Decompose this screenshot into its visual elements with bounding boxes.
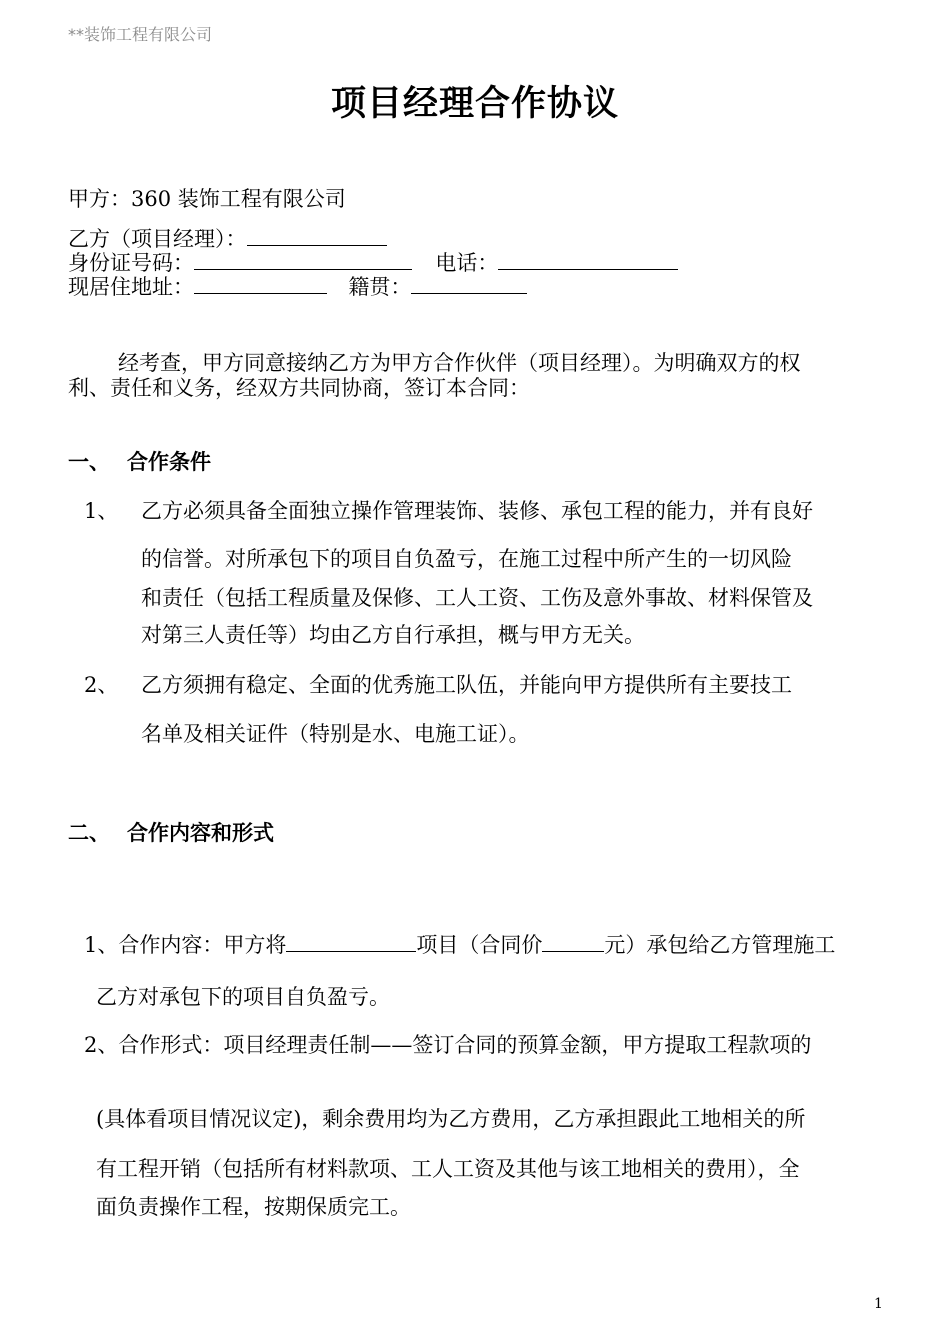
id-phone-line xyxy=(68,250,678,276)
id-number-label: 身份证号码： xyxy=(68,251,194,275)
page-number: 1 xyxy=(874,1296,883,1312)
section-1-item-2-line-1: 乙方须拥有稳定、全面的优秀施工队伍，并能向甲方提供所有主要技工 xyxy=(141,673,792,697)
section-1-heading: 合作条件 xyxy=(127,450,211,474)
id-number-blank xyxy=(194,251,412,270)
cooperation-content-line-2: 乙方对承包下的项目自负盈亏。 xyxy=(96,985,390,1009)
section-2-number: 二、 xyxy=(68,821,110,845)
section-1-item-1-line-1: 乙方必须具备全面独立操作管理装饰、装修、承包工程的能力，并有良好 xyxy=(141,499,813,523)
party-b-blank xyxy=(247,227,387,246)
party-b-label: 乙方（项目经理）： xyxy=(68,227,247,251)
cooperation-content-mid: 项目（合同价 xyxy=(416,933,543,957)
section-2-heading: 合作内容和形式 xyxy=(127,821,274,845)
cooperation-form-line-4: 面负责操作工程，按期保质完工。 xyxy=(96,1195,411,1219)
cooperation-form-line-1: 2、合作形式：项目经理责任制——签订合同的预算金额，甲方提取工程款项的 xyxy=(84,1033,812,1057)
contract-price-blank xyxy=(542,933,604,952)
section-1-item-1-line-3: 和责任（包括工程质量及保修、工人工资、工伤及意外事故、材料保管及 xyxy=(141,586,813,610)
cooperation-content-line-1 xyxy=(84,932,835,958)
cooperation-content-suffix: 元）承包给乙方管理施工 xyxy=(604,933,836,957)
address-native-line xyxy=(68,274,527,300)
header-company-name: **装饰工程有限公司 xyxy=(68,25,213,44)
document-title: 项目经理合作协议 xyxy=(330,84,619,124)
address-label: 现居住地址： xyxy=(68,275,194,299)
party-b-line xyxy=(68,226,387,252)
cooperation-form-line-2: (具体看项目情况议定)，剩余费用均为乙方费用，乙方承担跟此工地相关的所 xyxy=(96,1107,806,1131)
section-1-item-1-number: 1、 xyxy=(84,499,119,523)
project-name-blank xyxy=(286,933,416,952)
intro-line-1: 经考查，甲方同意接纳乙方为甲方合作伙伴（项目经理）。为明确双方的权 xyxy=(118,351,801,375)
section-1-item-1-line-4: 对第三人责任等）均由乙方自行承担，概与甲方无关。 xyxy=(141,623,645,647)
address-blank xyxy=(194,275,327,294)
cooperation-content-prefix: 1、合作内容：甲方将 xyxy=(84,933,287,957)
section-1-item-2-line-2: 名单及相关证件（特别是水、电施工证）。 xyxy=(141,722,530,746)
section-1-item-1-line-2: 的信誉。对所承包下的项目自负盈亏，在施工过程中所产生的一切风险 xyxy=(141,547,792,571)
native-place-blank xyxy=(411,275,527,294)
cooperation-form-line-3: 有工程开销（包括所有材料款项、工人工资及其他与该工地相关的费用），全 xyxy=(96,1157,800,1181)
phone-blank xyxy=(498,251,678,270)
party-a-line: 甲方：360 装饰工程有限公司 xyxy=(68,187,346,211)
phone-label: 电话： xyxy=(435,251,499,275)
intro-line-2: 利、责任和义务，经双方共同协商，签订本合同： xyxy=(68,376,530,400)
section-1-item-2-number: 2、 xyxy=(84,673,119,697)
native-place-label: 籍贯： xyxy=(348,275,412,299)
section-1-number: 一、 xyxy=(68,450,110,474)
